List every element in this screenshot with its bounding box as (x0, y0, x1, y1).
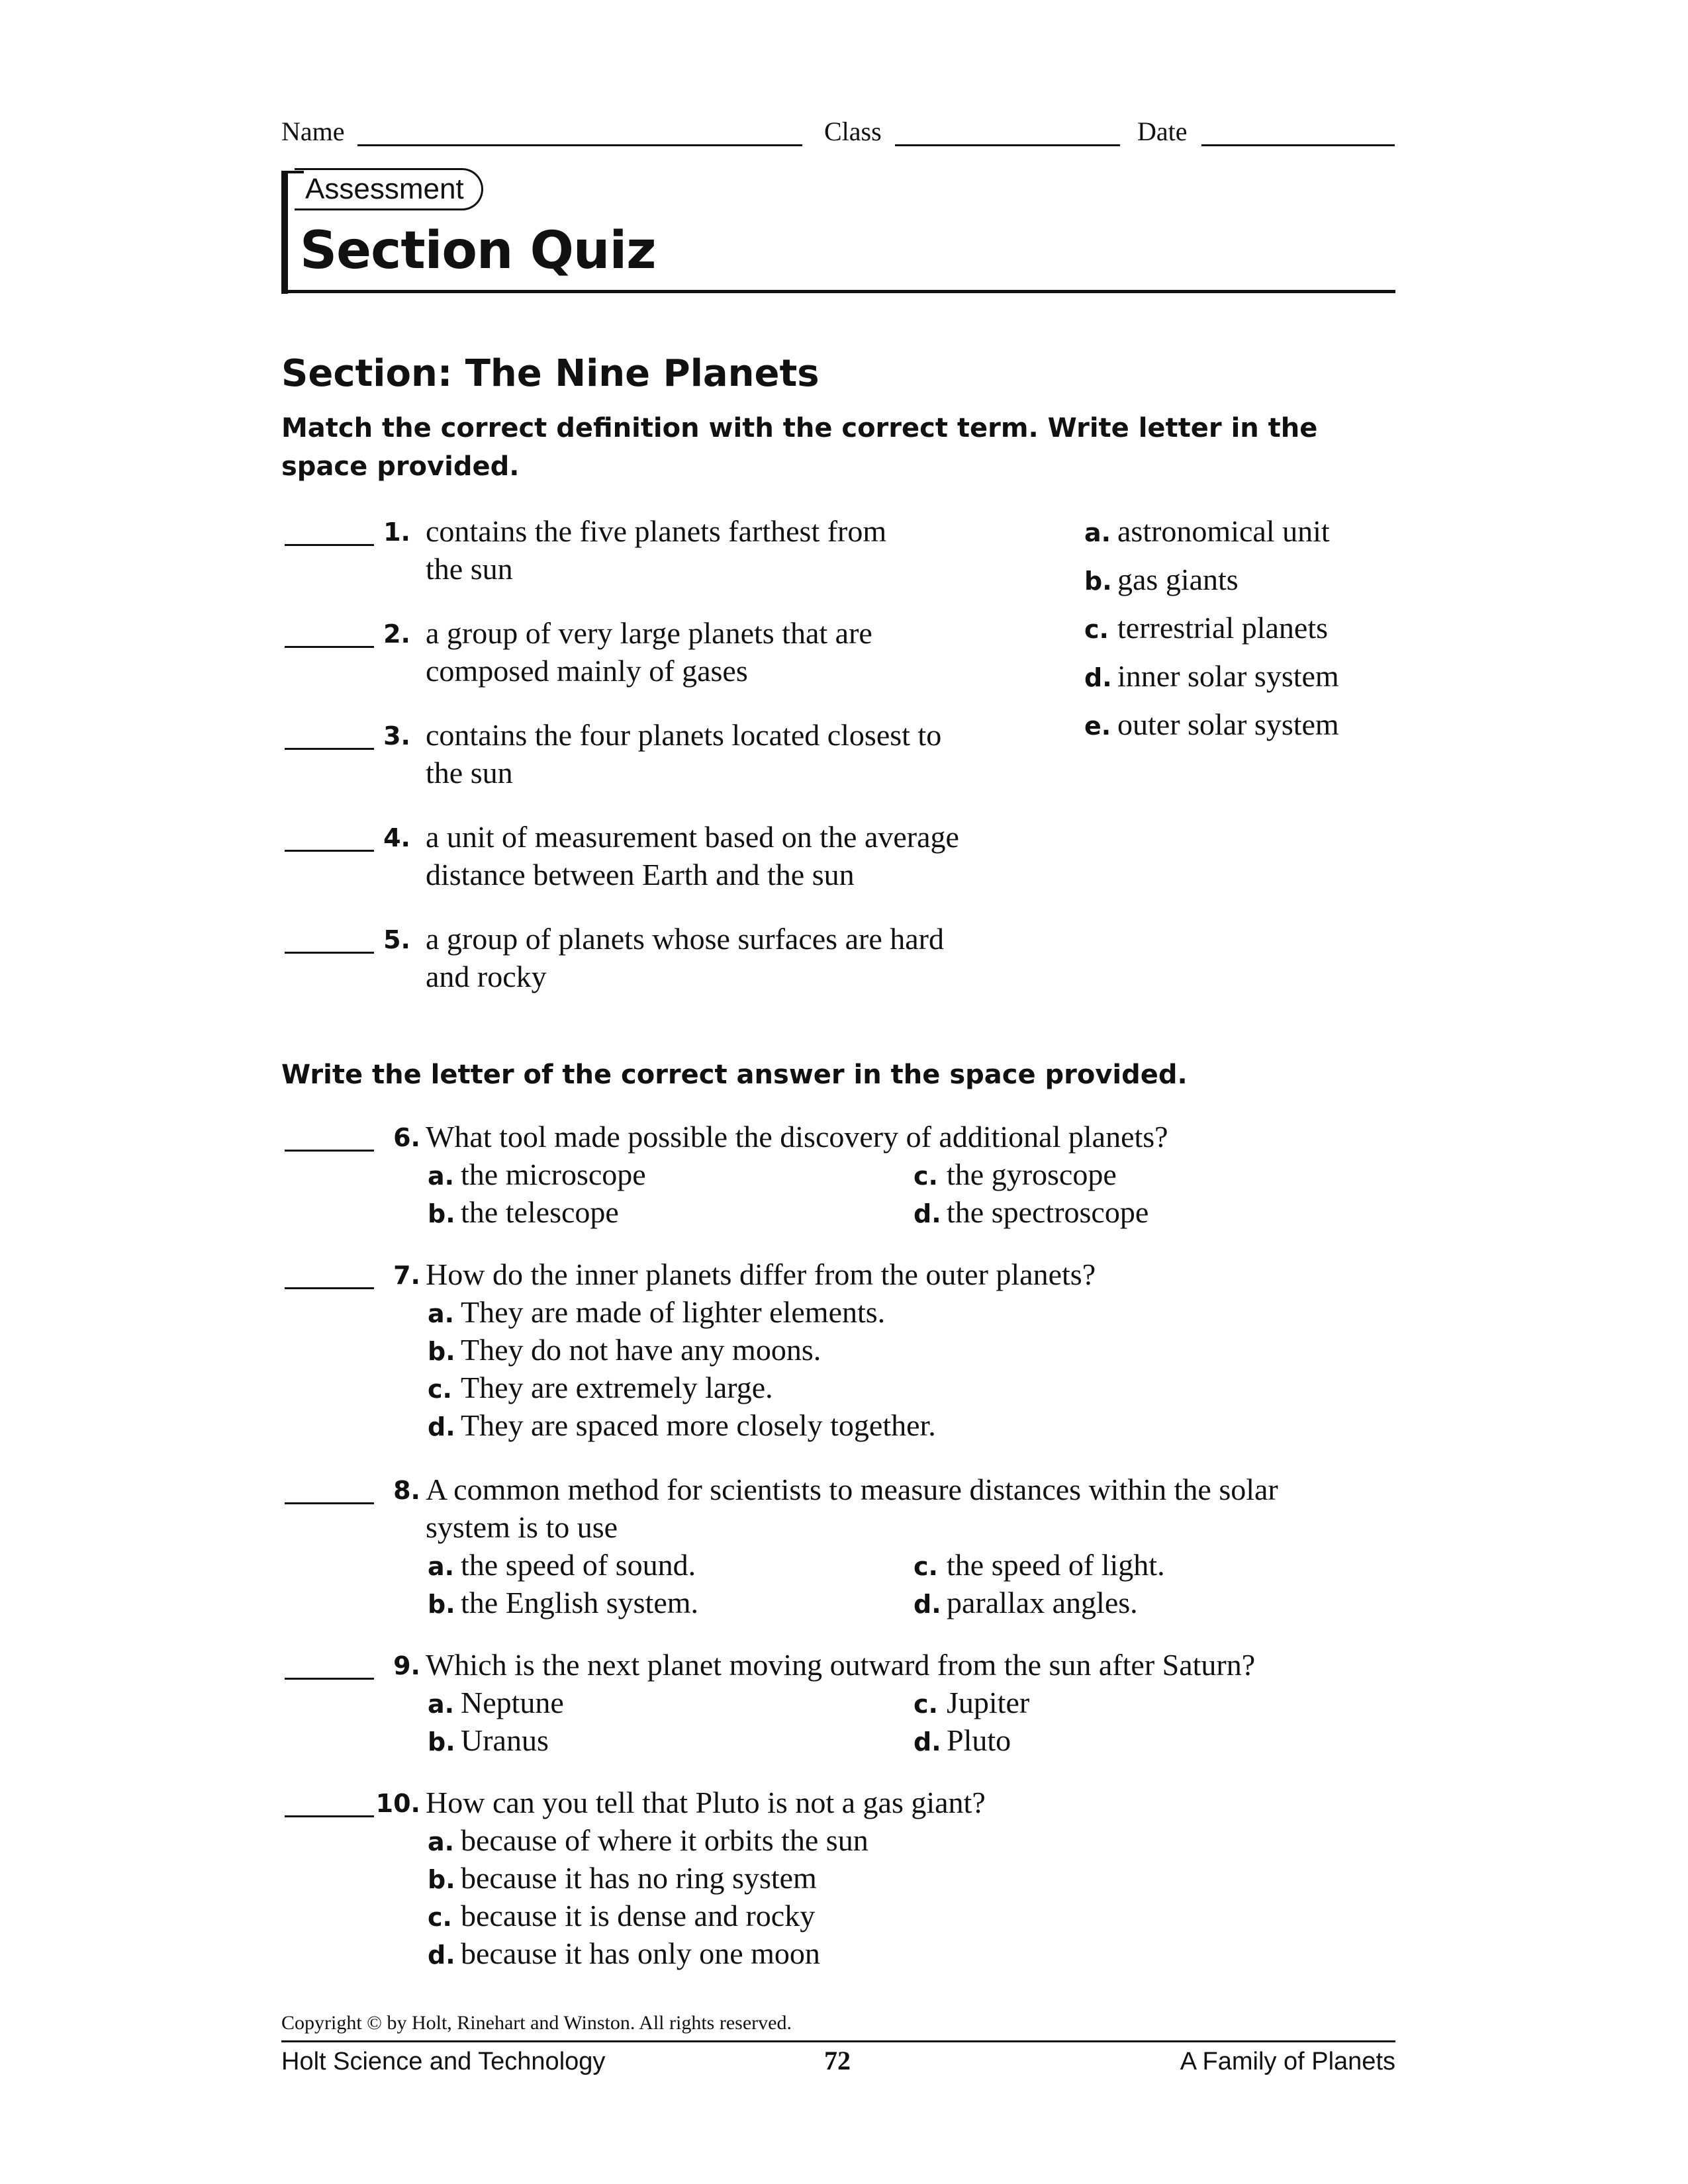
date-label: Date (1137, 116, 1188, 146)
option[interactable] (428, 1721, 549, 1761)
answer-blank[interactable] (285, 1287, 374, 1289)
option-text: They are extremely large. (461, 1371, 773, 1404)
option-text: because it is dense and rocky (461, 1899, 816, 1933)
option-text: the spectroscope (947, 1195, 1149, 1229)
option-letter: c. (428, 1375, 452, 1404)
question-text: composed mainly of gases (426, 654, 748, 688)
term-text: astronomical unit (1117, 514, 1330, 548)
assessment-tag: Assessment (295, 168, 483, 210)
option-letter: b. (428, 1337, 455, 1366)
question-number: 4. (383, 823, 410, 852)
option[interactable] (428, 1193, 619, 1233)
option[interactable] (428, 1859, 817, 1899)
question-text: distance between Earth and the sun (426, 858, 855, 891)
option[interactable] (428, 1156, 646, 1195)
answer-blank[interactable] (285, 1150, 374, 1152)
date-field[interactable] (1201, 144, 1395, 146)
class-label: Class (824, 116, 882, 146)
option-text: because it has no ring system (461, 1861, 817, 1895)
list-item (1084, 561, 1239, 600)
option[interactable] (914, 1156, 1117, 1195)
term-letter: c. (1084, 615, 1109, 644)
term-letter: e. (1084, 711, 1111, 741)
option[interactable] (428, 1406, 936, 1446)
question-text: the sun (426, 756, 513, 790)
question-text: What tool made possible the discovery of additional planets? (426, 1120, 1168, 1154)
footer-chapter-title: A Family of Planets (1180, 2048, 1395, 2075)
option-letter: d. (914, 1590, 941, 1619)
section-title: Section: The Nine Planets (281, 352, 820, 395)
option-letter: b. (428, 1865, 455, 1894)
mc-instructions: Write the letter of the correct answer in the space provided. (281, 1060, 1188, 1090)
term-text: outer solar system (1117, 707, 1339, 741)
option-text: parallax angles. (947, 1586, 1138, 1619)
question-text: How do the inner planets differ from the outer planets? (426, 1257, 1096, 1291)
option-letter: c. (914, 1690, 938, 1719)
term-text: gas giants (1117, 563, 1239, 596)
question-text: contains the five planets farthest from (426, 514, 887, 548)
option-letter: d. (914, 1727, 941, 1756)
option[interactable] (428, 1684, 564, 1723)
question-number: 6. (393, 1123, 420, 1152)
option-letter: d. (428, 1940, 455, 1970)
banner-rule (281, 290, 1395, 293)
page-title: Section Quiz (300, 221, 656, 281)
option[interactable] (914, 1684, 1029, 1723)
option-letter: c. (914, 1161, 938, 1191)
term-letter: d. (1084, 663, 1112, 692)
term-text: inner solar system (1117, 659, 1339, 693)
option-letter: d. (914, 1199, 941, 1228)
option-text: They are made of lighter elements. (461, 1295, 886, 1329)
question-number: 10. (375, 1789, 420, 1818)
option[interactable] (914, 1546, 1165, 1586)
option-letter: d. (428, 1412, 455, 1441)
copyright-text: Copyright © by Holt, Rinehart and Winston. All rights reserved. (281, 2012, 792, 2034)
option-letter: a. (428, 1690, 455, 1719)
list-item (1084, 512, 1330, 552)
name-label: Name (281, 116, 345, 146)
option[interactable] (428, 1897, 815, 1936)
answer-blank[interactable] (285, 1678, 374, 1680)
question-text: Which is the next planet moving outward from the sun after Saturn? (426, 1648, 1256, 1682)
question-text: contains the four planets located closest to (426, 718, 942, 752)
option[interactable] (428, 1369, 773, 1408)
option[interactable] (428, 1331, 821, 1371)
question-text: A common method for scientists to measure distances within the solar (426, 1473, 1278, 1506)
term-letter: b. (1084, 567, 1112, 596)
question-number: 9. (393, 1651, 420, 1680)
option-letter: a. (428, 1552, 455, 1581)
option-text: because it has only one moon (461, 1936, 820, 1970)
question-text: a unit of measurement based on the average (426, 820, 959, 854)
footer-rule (281, 2040, 1395, 2042)
option-letter: a. (428, 1299, 455, 1328)
option[interactable] (914, 1721, 1011, 1761)
option-text: because of where it orbits the sun (461, 1823, 868, 1857)
option-text: the gyroscope (947, 1158, 1117, 1191)
question-text: How can you tell that Pluto is not a gas giant? (426, 1786, 986, 1819)
option-text: They are spaced more closely together. (461, 1408, 936, 1442)
answer-blank[interactable] (285, 1502, 374, 1504)
option-letter: b. (428, 1590, 455, 1619)
list-item (1084, 705, 1339, 745)
option[interactable] (428, 1584, 698, 1623)
option-text: the speed of light. (947, 1548, 1165, 1582)
option-letter: a. (428, 1161, 455, 1191)
option[interactable] (914, 1584, 1138, 1623)
option-text: Jupiter (947, 1686, 1030, 1719)
name-field[interactable] (357, 144, 802, 146)
option-text: the speed of sound. (461, 1548, 696, 1582)
option-letter: b. (428, 1727, 455, 1756)
question-text: system is to use (426, 1510, 618, 1544)
term-text: terrestrial planets (1117, 611, 1329, 645)
option[interactable] (428, 1934, 820, 1974)
question-text: a group of planets whose surfaces are hard (426, 922, 944, 956)
answer-blank[interactable] (285, 1815, 374, 1817)
banner-bracket (281, 171, 288, 294)
question-number: 7. (393, 1261, 420, 1290)
footer-book-title: Holt Science and Technology (281, 2048, 606, 2075)
question-text: the sun (426, 552, 513, 586)
option-text: the English system. (461, 1586, 699, 1619)
option[interactable] (914, 1193, 1149, 1233)
question-number: 2. (383, 619, 410, 649)
question-text: and rocky (426, 960, 547, 993)
question-number: 8. (393, 1476, 420, 1505)
list-item (1084, 609, 1328, 649)
option-letter: c. (428, 1903, 452, 1932)
option-text: Pluto (947, 1723, 1011, 1757)
option-letter: a. (428, 1827, 455, 1856)
option[interactable] (428, 1821, 868, 1861)
question-text: a group of very large planets that are (426, 616, 872, 650)
option-letter: c. (914, 1552, 938, 1581)
option-text: Neptune (461, 1686, 564, 1719)
option[interactable] (428, 1546, 696, 1586)
question-number: 5. (383, 925, 410, 954)
option-text: the telescope (461, 1195, 619, 1229)
term-letter: a. (1084, 518, 1111, 547)
question-number: 1. (383, 518, 410, 547)
option-text: Uranus (461, 1723, 549, 1757)
option-letter: b. (428, 1199, 455, 1228)
question-number: 3. (383, 721, 410, 751)
class-field[interactable] (895, 144, 1120, 146)
list-item (1084, 657, 1339, 697)
option[interactable] (428, 1293, 885, 1333)
page-number: 72 (824, 2046, 851, 2075)
option-text: They do not have any moons. (461, 1333, 821, 1367)
matching-instructions: Match the correct definition with the correct term. Write letter in the space provided. (281, 413, 1318, 482)
option-text: the microscope (461, 1158, 646, 1191)
